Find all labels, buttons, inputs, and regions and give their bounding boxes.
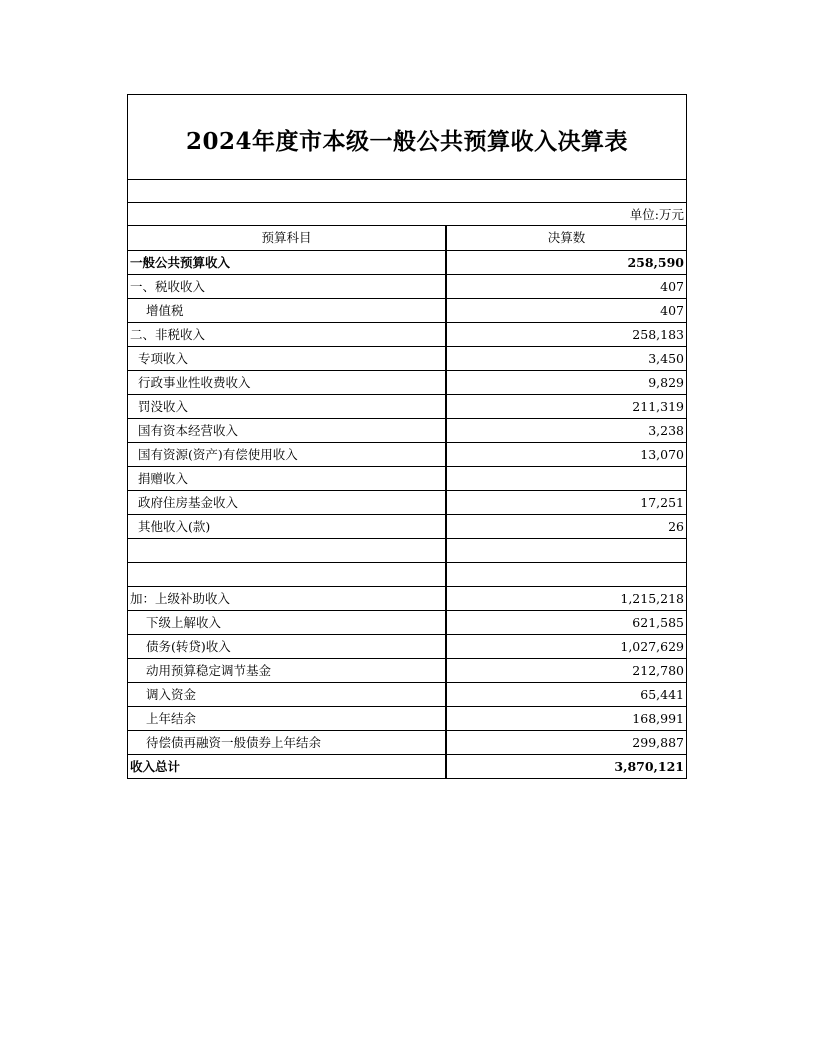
table-row — [128, 250, 686, 274]
table-row — [128, 658, 686, 682]
row-value: 3,450 — [446, 346, 686, 370]
row-label: 待偿债再融资一般债券上年结余 — [128, 730, 446, 754]
table-row — [128, 610, 686, 634]
table-row — [128, 586, 686, 610]
row-value: 26 — [446, 514, 686, 538]
row-value: 1,027,629 — [446, 634, 686, 658]
row-value: 1,215,218 — [446, 586, 686, 610]
column-header-amount: 决算数 — [446, 226, 686, 250]
unit-label: 单位:万元 — [128, 203, 686, 226]
table-row — [128, 514, 686, 538]
table-row — [128, 634, 686, 658]
row-value — [446, 562, 686, 586]
row-label: 二、非税收入 — [128, 322, 446, 346]
table-row — [128, 682, 686, 706]
row-label: 国有资源(资产)有偿使用收入 — [128, 442, 446, 466]
row-label: 捐赠收入 — [128, 466, 446, 490]
table-row — [128, 394, 686, 418]
row-label: 一、税收收入 — [128, 274, 446, 298]
row-label: 国有资本经营收入 — [128, 418, 446, 442]
row-value: 299,887 — [446, 730, 686, 754]
budget-table — [128, 226, 686, 778]
table-header-row — [128, 226, 686, 250]
row-label: 调入资金 — [128, 682, 446, 706]
row-value: 3,238 — [446, 418, 686, 442]
row-value — [446, 466, 686, 490]
row-label: 行政事业性收费收入 — [128, 370, 446, 394]
table-row-total — [128, 754, 686, 778]
row-value: 17,251 — [446, 490, 686, 514]
row-label: 动用预算稳定调节基金 — [128, 658, 446, 682]
table-row — [128, 346, 686, 370]
table-row-empty — [128, 562, 686, 586]
table-row — [128, 370, 686, 394]
table-row — [128, 418, 686, 442]
table-row — [128, 274, 686, 298]
budget-sheet — [127, 94, 687, 779]
row-label — [128, 538, 446, 562]
row-value: 258,590 — [446, 250, 686, 274]
row-value: 3,870,121 — [614, 758, 684, 774]
row-label: 一般公共预算收入 — [128, 250, 446, 274]
row-value: 407 — [446, 298, 686, 322]
row-label: 下级上解收入 — [128, 610, 446, 634]
row-label: 收入总计 — [128, 754, 446, 778]
row-value: 211,319 — [446, 394, 686, 418]
page-title: 2024年度市本级一般公共预算收入决算表 — [185, 127, 628, 155]
row-value — [446, 538, 686, 562]
table-row — [128, 490, 686, 514]
row-label: 债务(转贷)收入 — [128, 634, 446, 658]
row-value: 13,070 — [446, 442, 686, 466]
row-label: 罚没收入 — [128, 394, 446, 418]
table-row — [128, 706, 686, 730]
table-row — [128, 298, 686, 322]
table-row — [128, 730, 686, 754]
row-label: 加：上级补助收入 — [128, 586, 446, 610]
row-label: 专项收入 — [128, 346, 446, 370]
row-value: 212,780 — [446, 658, 686, 682]
row-value: 258,183 — [446, 322, 686, 346]
table-row — [128, 466, 686, 490]
row-value: 621,585 — [446, 610, 686, 634]
blank-row — [128, 180, 686, 203]
row-label: 其他收入(款) — [128, 514, 446, 538]
row-label: 政府住房基金收入 — [128, 490, 446, 514]
column-header-item: 预算科目 — [128, 226, 446, 250]
row-value: 65,441 — [446, 682, 686, 706]
row-value: 407 — [446, 274, 686, 298]
row-label: 上年结余 — [128, 706, 446, 730]
row-value: 9,829 — [446, 370, 686, 394]
title-block — [128, 95, 686, 180]
row-label: 增值税 — [128, 298, 446, 322]
table-row — [128, 442, 686, 466]
table-row-empty — [128, 538, 686, 562]
row-label — [128, 562, 446, 586]
table-row — [128, 322, 686, 346]
row-value: 168,991 — [446, 706, 686, 730]
